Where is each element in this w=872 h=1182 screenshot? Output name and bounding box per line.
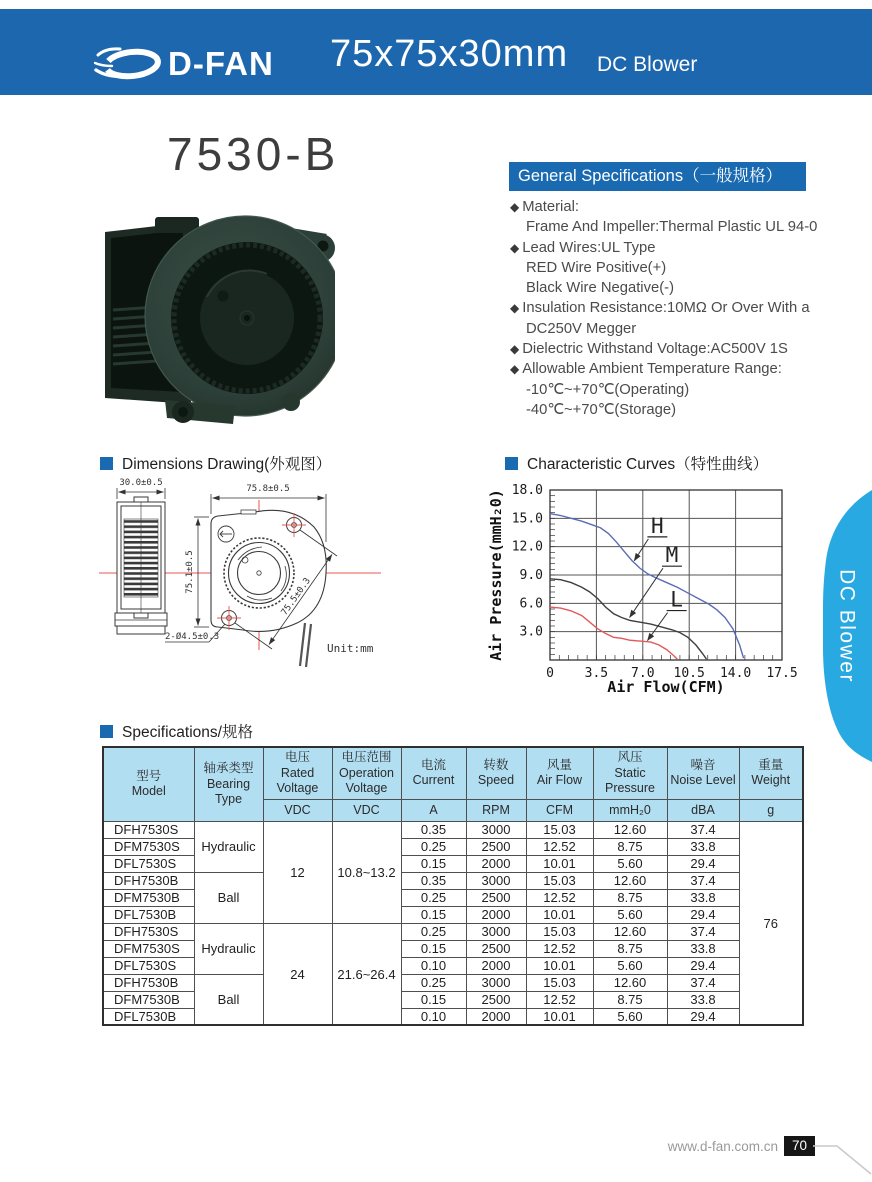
cell-model: DFM7530S: [103, 838, 194, 855]
cell-airflow: 12.52: [526, 889, 593, 906]
column-unit: dBA: [667, 799, 739, 821]
column-header: [739, 747, 803, 799]
column-header-en: Speed: [477, 773, 515, 788]
y-tick-label: 9.0: [519, 568, 543, 583]
cell-noise-level: 29.4: [667, 855, 739, 872]
x-tick-label: 3.5: [584, 666, 609, 681]
cell-operation-voltage: 10.8~13.2: [332, 821, 401, 923]
cell-noise-level: 33.8: [667, 940, 739, 957]
cell-model: DFH7530S: [103, 821, 194, 838]
cell-current: 0.10: [401, 1008, 466, 1025]
side-tab-label: DC Blower: [835, 569, 859, 683]
brand-name: D-FAN: [168, 45, 274, 82]
spec-text: Material:: [522, 199, 579, 215]
spec-bullet-item: [510, 359, 840, 379]
y-tick-label: 6.0: [519, 596, 543, 612]
column-header-cn: 风量: [546, 757, 572, 772]
side-tab: [820, 486, 872, 769]
column-header-cn: 电压: [284, 750, 310, 764]
column-header: [332, 747, 401, 799]
cell-speed: 2500: [466, 940, 526, 957]
column-header-cn: 电流: [420, 757, 446, 772]
y-tick-label: 3.0: [519, 624, 543, 640]
cell-model: DFM7530B: [103, 889, 194, 906]
spec-continuation-line: [510, 319, 840, 339]
cell-weight: 76: [739, 821, 803, 1025]
column-header-en: Air Flow: [536, 773, 583, 788]
column-header-en: Noise Level: [670, 773, 736, 788]
cell-static-pressure: 12.60: [593, 923, 667, 940]
x-tick-label: 14.0: [719, 666, 752, 681]
diamond-bullet-icon: ◆: [510, 362, 520, 377]
cell-airflow: 15.03: [526, 923, 593, 940]
cell-current: 0.35: [401, 872, 466, 889]
dimensions-section-title: [100, 452, 331, 474]
front-width-label: 75.8±0.5: [246, 484, 290, 494]
y-axis-title: Air Pressure(mmH₂0): [488, 489, 505, 661]
x-tick-label: 0: [546, 666, 554, 681]
column-unit: A: [401, 799, 466, 821]
column-header-en: Operation Voltage: [339, 765, 394, 796]
spec-bullet-item: [510, 298, 840, 318]
cell-speed: 3000: [466, 872, 526, 889]
unit-label: Unit:mm: [327, 642, 374, 655]
model-title: 7530-B: [167, 128, 340, 180]
cell-noise-level: 33.8: [667, 889, 739, 906]
curve-label-M: M: [665, 543, 679, 568]
spec-text: -40℃~+70℃(Storage): [526, 401, 677, 418]
brand: [94, 43, 274, 85]
column-header-en: Current: [412, 773, 455, 788]
cell-current: 0.25: [401, 838, 466, 855]
cell-operation-voltage: 21.6~26.4: [332, 923, 401, 1025]
table-header-row: [103, 747, 803, 799]
lead-wires: [300, 623, 311, 667]
cell-bearing-type: Ball: [194, 974, 263, 1025]
cell-model: DFH7530S: [103, 923, 194, 940]
spec-text: -10℃~+70℃(Operating): [526, 381, 690, 398]
curves-section-label: Characteristic Curves（特性曲线）: [527, 456, 769, 473]
column-header: [526, 747, 593, 799]
column-header-cn: 型号: [136, 768, 162, 783]
spec-text: Dielectric Withstand Voltage:AC500V 1S: [522, 341, 788, 358]
cell-static-pressure: 5.60: [593, 957, 667, 974]
cell-speed: 2500: [466, 991, 526, 1008]
cell-current: 0.15: [401, 906, 466, 923]
cell-current: 0.35: [401, 821, 466, 838]
cell-airflow: 10.01: [526, 855, 593, 872]
curve-label-arrow: [634, 539, 648, 561]
diamond-bullet-icon: ◆: [510, 200, 520, 214]
dimensions-drawing: [95, 472, 435, 686]
cell-model: DFM7530S: [103, 940, 194, 957]
cell-noise-level: 37.4: [667, 974, 739, 991]
cell-noise-level: 33.8: [667, 838, 739, 855]
characteristic-curves-chart: [488, 470, 820, 703]
cell-airflow: 10.01: [526, 1008, 593, 1025]
spec-bullet-item: [510, 197, 840, 217]
cell-bearing-type: Hydraulic: [194, 923, 263, 974]
column-header-cn: 转数: [483, 757, 509, 772]
d-fan-logo-icon: [94, 43, 164, 85]
table-row: [103, 923, 803, 940]
spec-text: DC250V Megger: [526, 320, 637, 337]
specifications-table: [102, 746, 804, 1026]
cell-speed: 3000: [466, 821, 526, 838]
spec-text: Black Wire Negative(-): [526, 280, 674, 297]
column-header-en: Model: [131, 784, 166, 799]
spec-continuation-line: [510, 217, 840, 237]
cell-static-pressure: 5.60: [593, 1008, 667, 1025]
cell-model: DFH7530B: [103, 872, 194, 889]
curve-label-arrow: [647, 613, 667, 641]
column-unit: VDC: [263, 799, 332, 821]
curve-L: [550, 607, 677, 659]
cell-noise-level: 33.8: [667, 991, 739, 1008]
column-header: [593, 747, 667, 799]
cell-bearing-type: Hydraulic: [194, 821, 263, 872]
cell-airflow: 12.52: [526, 838, 593, 855]
curve-label-H: H: [651, 513, 664, 538]
footer-decorative-line: [811, 1140, 872, 1182]
cell-airflow: 15.03: [526, 974, 593, 991]
cell-current: 0.10: [401, 957, 466, 974]
table-row: [103, 974, 803, 991]
cell-speed: 2500: [466, 838, 526, 855]
column-header: [103, 747, 194, 821]
cell-noise-level: 29.4: [667, 1008, 739, 1025]
front-height-label: 75.1±0.5: [185, 550, 195, 594]
cell-speed: 2000: [466, 855, 526, 872]
cell-static-pressure: 8.75: [593, 889, 667, 906]
cell-static-pressure: 12.60: [593, 974, 667, 991]
curve-label-L: L: [670, 587, 683, 612]
spec-bullet-item: [510, 339, 840, 359]
column-header-en: Rated Voltage: [276, 765, 319, 796]
column-header-cn: 电压范围: [341, 750, 392, 764]
side-view: [115, 497, 167, 634]
column-header-cn: 风压: [617, 750, 643, 764]
cell-airflow: 15.03: [526, 872, 593, 889]
cell-model: DFH7530B: [103, 974, 194, 991]
column-header: [401, 747, 466, 799]
footer-url: www.d-fan.com.cn: [667, 1139, 778, 1154]
column-header-cn: 重量: [758, 757, 784, 772]
cell-static-pressure: 12.60: [593, 872, 667, 889]
cell-static-pressure: 8.75: [593, 838, 667, 855]
holes-dimension-label: 2-Ø4.5±0.3: [165, 632, 220, 642]
diamond-bullet-icon: ◆: [510, 301, 520, 316]
cell-airflow: 10.01: [526, 957, 593, 974]
cell-model: DFM7530B: [103, 991, 194, 1008]
column-unit: VDC: [332, 799, 401, 821]
diamond-bullet-icon: ◆: [510, 240, 520, 255]
spec-continuation-line: [510, 380, 840, 400]
spec-text: RED Wire Positive(+): [526, 259, 667, 276]
cell-current: 0.25: [401, 923, 466, 940]
product-size-title: 75x75x30mm: [330, 33, 569, 75]
spec-text: Frame And Impeller:Thermal Plastic UL 94-0: [526, 219, 818, 236]
spec-text: Insulation Resistance:10MΩ Or Over With a: [522, 300, 810, 317]
column-unit: mmH₂0: [593, 799, 667, 821]
header-banner: [0, 9, 872, 95]
dimensions-drawing-area: [95, 472, 435, 691]
x-tick-label: 7.0: [631, 666, 655, 681]
page-number-badge: 70: [784, 1136, 815, 1156]
spec-continuation-line: [510, 400, 840, 420]
spec-text: Allowable Ambient Temperature Range:: [522, 361, 782, 378]
cell-noise-level: 37.4: [667, 923, 739, 940]
spec-continuation-line: [510, 278, 840, 298]
column-header: [194, 747, 263, 821]
cell-airflow: 12.52: [526, 991, 593, 1008]
curve-label-arrow: [630, 568, 663, 617]
side-width-label: 30.0±0.5: [119, 478, 163, 488]
cell-current: 0.15: [401, 991, 466, 1008]
cell-bearing-type: Ball: [194, 872, 263, 923]
y-tick-label: 15.0: [511, 511, 543, 527]
cell-noise-level: 29.4: [667, 957, 739, 974]
cell-speed: 2500: [466, 889, 526, 906]
product-type-title: DC Blower: [597, 53, 698, 76]
specifications-section-label: Specifications/规格: [122, 724, 253, 741]
column-header: [263, 747, 332, 799]
specifications-section-title: [100, 720, 253, 742]
column-header: [466, 747, 526, 799]
cell-rated-voltage: 24: [263, 923, 332, 1025]
cell-static-pressure: 8.75: [593, 991, 667, 1008]
cell-current: 0.25: [401, 974, 466, 991]
y-tick-label: 18.0: [511, 483, 543, 498]
table-row: [103, 872, 803, 889]
diamond-bullet-icon: ◆: [510, 342, 520, 357]
spec-bullet-item: [510, 238, 840, 258]
cell-model: DFL7530B: [103, 906, 194, 923]
cell-airflow: 15.03: [526, 821, 593, 838]
cell-static-pressure: 12.60: [593, 821, 667, 838]
column-header-en: Static Pressure: [604, 765, 656, 796]
cell-static-pressure: 5.60: [593, 906, 667, 923]
cell-noise-level: 37.4: [667, 821, 739, 838]
dimensions-section-label: Dimensions Drawing(外观图）: [122, 456, 332, 473]
blue-square-icon: [100, 457, 113, 470]
cell-noise-level: 37.4: [667, 872, 739, 889]
cell-current: 0.15: [401, 940, 466, 957]
column-header-en: Bearing Type: [206, 776, 251, 807]
column-unit: g: [739, 799, 803, 821]
cell-airflow: 10.01: [526, 906, 593, 923]
cell-current: 0.15: [401, 855, 466, 872]
cell-speed: 3000: [466, 923, 526, 940]
blue-square-icon: [505, 457, 518, 470]
x-tick-label: 17.5: [766, 666, 798, 681]
cell-model: DFL7530B: [103, 1008, 194, 1025]
cell-model: DFL7530S: [103, 957, 194, 974]
column-header-en: Weight: [751, 773, 791, 788]
cell-rated-voltage: 12: [263, 821, 332, 923]
cell-speed: 3000: [466, 974, 526, 991]
pq-curve-plot: [488, 470, 820, 698]
general-specs-header: General Specifications（一般规格）: [509, 162, 806, 191]
column-unit: RPM: [466, 799, 526, 821]
cell-speed: 2000: [466, 1008, 526, 1025]
column-header: [667, 747, 739, 799]
column-unit: CFM: [526, 799, 593, 821]
column-header-cn: 轴承类型: [203, 761, 254, 775]
cell-noise-level: 29.4: [667, 906, 739, 923]
blue-square-icon: [100, 725, 113, 738]
cell-static-pressure: 8.75: [593, 940, 667, 957]
x-axis-title: Air Flow(CFM): [607, 678, 725, 696]
y-tick-label: 12.0: [511, 539, 543, 555]
x-tick-label: 10.5: [673, 666, 705, 681]
diagonal-dimension-label: 75.5±0.3: [279, 576, 313, 618]
cell-model: DFL7530S: [103, 855, 194, 872]
cell-current: 0.25: [401, 889, 466, 906]
cell-speed: 2000: [466, 906, 526, 923]
cell-airflow: 12.52: [526, 940, 593, 957]
spec-continuation-line: [510, 258, 840, 278]
column-header-cn: 噪音: [690, 757, 716, 772]
blower-fan-image: [95, 192, 335, 434]
dc-blower-tab: [820, 486, 872, 764]
product-photo: [95, 192, 335, 439]
spec-text: Lead Wires:UL Type: [522, 239, 656, 256]
front-height-dimension: [194, 517, 209, 627]
general-specs-list: [510, 197, 840, 420]
cell-static-pressure: 5.60: [593, 855, 667, 872]
table-row: [103, 821, 803, 838]
cell-speed: 2000: [466, 957, 526, 974]
